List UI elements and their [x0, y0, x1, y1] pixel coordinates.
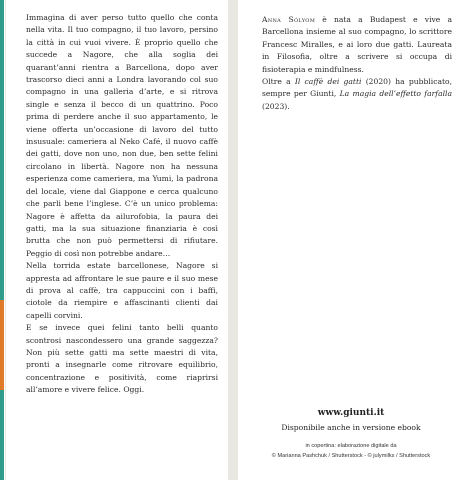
right-flap [238, 0, 464, 480]
orange-stripe [0, 300, 4, 390]
publications-prefix: Oltre a [262, 77, 295, 87]
synopsis-paragraph-1: Immagina di aver perso tutto quello che conta nella vita. Il tuo compagno, il tuo lavoro, persino la città in cui vuoi vivere. È proprio quello che succede a Nagore, che alla soglia dei quarant’anni rientra a Barcellona, dopo aver trascorso dieci anni a Londra lavorando col suo compagno in una galleria d’arte, e si ritrova single e senza il becco di un quattrino. Poco prima di perdere anche il suo appartamento, le viene offerta un’occasione di lavoro del tutto insusuale: cameriera al Neko Café, il nuovo caffè dei gatti, dove non uno, non due, ben sette felini circolano in libertà. Nagore non ha nessuna esperienza come cameriera, ma Yumi, la padrona del locale, viene dal Giappone e cerca qualcuno che parli bene l’inglese. C’è un unico problema: Nagore è affetta da ailurofobia, la paura dei gatti, ma la sua situazione finanziaria è così brutta che non può permettersi di rifiutare. Peggio di così non potrebbe andare… [26, 13, 218, 258]
author-bio-text: è nata a Budapest e vive a Barcellona insieme al suo compagno, lo scrittore Francesc Miralles, e ai loro due gatti. Laureata in Filosofia, oltre a scrivere si occupa di fisioterapia e mindfulness. [262, 15, 452, 74]
left-flap [6, 0, 228, 480]
synopsis-paragraph-2: Nella torrida estate barcellonese, Nagore si appresta ad affrontare le sue paure e il suo mese di prova al caffè, tra cappuccini con i baffi, ciotole da riempire e affascinanti clienti dai capelli corvini. [26, 261, 218, 320]
credits-line-2: © Marianna Pashchuk / Shutterstock - © julymilks / Shutterstock [271, 452, 431, 459]
teal-stripe [0, 0, 4, 480]
ebook-note: Disponibile anche in versione ebook [281, 423, 421, 432]
book-title-2: La magia dell’effetto farfalla [339, 89, 452, 99]
cover-edge-stripe [0, 0, 5, 480]
publications-suffix: (2023). [262, 101, 290, 111]
synopsis-paragraph-3: E se invece quei felini tanto belli quanto scontrosi nascondessero una grande saggezza? Non più sette gatti ma sette maestri di vita, pronti a insegnarle come ritrovare equilibrio, concentrazione e positività, come riaprirsi all’amore e vivere felice. Oggi. [26, 323, 218, 395]
publications-middle: (2020) ha pubblicato, sempre per Giunti, [262, 77, 453, 99]
book-title-1: Il caffè dei gatti [294, 77, 362, 87]
cover-credits [238, 442, 464, 461]
publisher-website[interactable]: www.giunti.it [317, 408, 385, 418]
credits-line-1: in copertina: elaborazione digitale da [305, 443, 397, 449]
author-bio [262, 14, 452, 76]
author-publications [262, 76, 452, 113]
author-name: Anna Sólyom [262, 15, 316, 24]
